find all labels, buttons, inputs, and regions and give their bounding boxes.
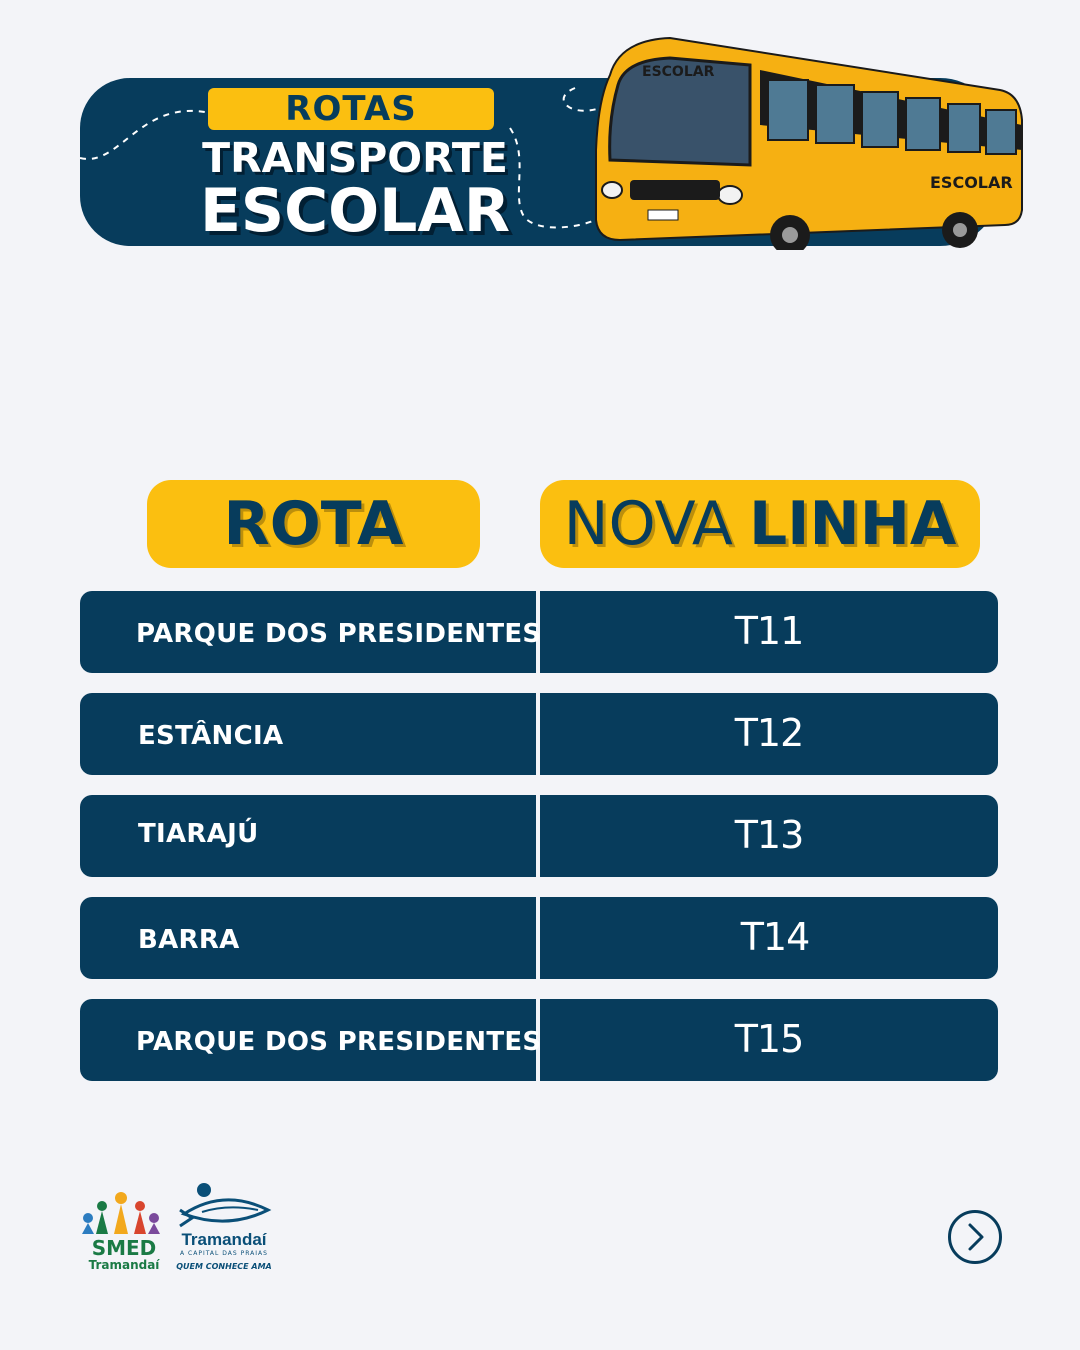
- next-button[interactable]: [948, 1210, 1002, 1264]
- rotas-tag: ROTAS: [208, 88, 494, 130]
- tramandai-slogan: QUEM CONHECE AMA: [176, 1262, 272, 1271]
- chevron-right-icon: [962, 1222, 988, 1252]
- route-name: TIARAJÚ: [138, 819, 259, 849]
- title-escolar: ESCOLAR: [199, 176, 511, 246]
- table-row: [80, 795, 998, 877]
- school-bus-illustration: [590, 30, 1030, 250]
- smed-name: SMED: [91, 1236, 157, 1260]
- route-name: PARQUE DOS PRESIDENTES: [136, 619, 542, 649]
- column-header-nova: NOVA: [563, 489, 733, 559]
- bus-front-label: ESCOLAR: [642, 64, 715, 80]
- route-name: BARRA: [138, 925, 240, 955]
- smed-city: Tramandaí: [88, 1258, 160, 1272]
- line-code: T14: [740, 915, 810, 959]
- column-header-linha: LINHA: [748, 489, 957, 559]
- route-name: ESTÂNCIA: [138, 721, 284, 751]
- route-name: PARQUE DOS PRESIDENTES: [136, 1027, 542, 1057]
- table-row: [80, 591, 998, 673]
- tramandai-logo: [178, 1182, 274, 1234]
- tramandai-tagline: A CAPITAL DAS PRAIAS: [180, 1250, 268, 1257]
- title-transporte: TRANSPORTE: [202, 134, 508, 182]
- line-code: T12: [734, 711, 804, 755]
- table-row: [80, 999, 998, 1081]
- line-code: T11: [734, 609, 804, 653]
- bus-side-label: ESCOLAR: [930, 173, 1013, 192]
- row-divider: [536, 897, 540, 979]
- line-code: T15: [734, 1017, 804, 1061]
- tramandai-name: Tramandaí: [181, 1230, 267, 1249]
- column-header-nova-linha: [540, 480, 980, 568]
- line-code: T13: [734, 813, 804, 857]
- table-row: [80, 897, 998, 979]
- table-row: [80, 693, 998, 775]
- column-header-rota: ROTA: [147, 480, 480, 568]
